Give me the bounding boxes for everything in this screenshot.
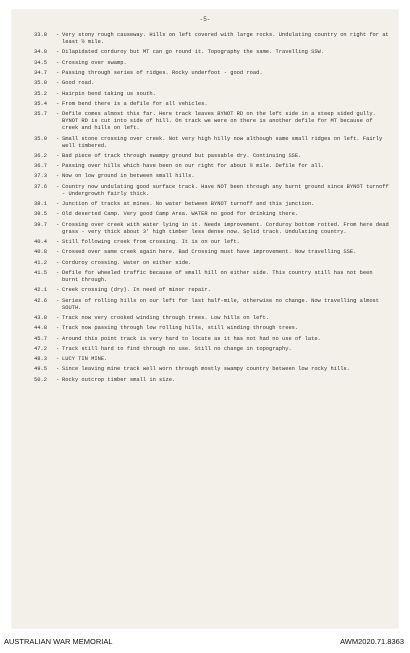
entry-dash: - bbox=[56, 201, 60, 208]
entry-text: Small stone crossing over creek. Not very high hilly now although same small ridges on left. Fairly well timbered. bbox=[62, 135, 383, 149]
log-entry bbox=[34, 153, 390, 160]
entry-distance: 48.3 bbox=[34, 356, 47, 363]
log-entry bbox=[34, 287, 390, 294]
log-entry bbox=[34, 239, 390, 246]
entry-distance: 50.2 bbox=[34, 376, 47, 383]
entry-dash: - bbox=[56, 32, 60, 38]
entry-dash: - bbox=[56, 211, 60, 218]
log-entry bbox=[34, 346, 390, 353]
log-entry bbox=[34, 315, 390, 322]
entry-dash: - bbox=[56, 356, 60, 363]
entry-text: Defile for wheeled traffic because of small hill on either side. This country still has not been burnt through. bbox=[62, 269, 373, 283]
log-entry bbox=[34, 173, 390, 180]
log-entry bbox=[34, 270, 390, 284]
log-entry bbox=[34, 32, 390, 46]
entry-text: From bend there is a defile for all vehicles. bbox=[62, 100, 208, 107]
log-entry bbox=[34, 325, 390, 332]
log-entry bbox=[34, 91, 390, 98]
entry-distance: 49.5 bbox=[34, 366, 47, 373]
entry-text: Crossing over creek with water lying in it. Needs improvement. Corduroy bottom rotted. From here dead grass - very thick about 3' high timber less dense now. Solid track. Undulating country. bbox=[62, 221, 389, 235]
footer-reference: AWM2020.71.8363 bbox=[340, 637, 404, 646]
entry-text: Defile comes almost this far. Here track leaves BYNOT RD on the left side in a steep sided gully. BYNOT RD is cut into side of hill. On track we were on there is another defile for MT because of creek and hills on left. bbox=[62, 111, 376, 132]
entry-distance: 35.4 bbox=[34, 100, 47, 107]
entry-text: Around this point track is very hard to locate as it has not had no use of late. bbox=[62, 335, 321, 342]
entry-dash: - bbox=[56, 221, 60, 228]
entry-dash: - bbox=[56, 376, 60, 383]
entry-text: Passing through series of ridges. Rocky underfoot - good road. bbox=[62, 69, 263, 76]
entry-dash: - bbox=[56, 297, 60, 304]
entry-distance: 47.2 bbox=[34, 345, 47, 352]
log-entry bbox=[34, 249, 390, 256]
entry-dash: - bbox=[56, 325, 60, 332]
entry-text: Track still hard to find through no use. Still no change in topography. bbox=[62, 345, 292, 352]
log-entry bbox=[34, 298, 390, 312]
log-entry bbox=[34, 377, 390, 384]
entry-distance: 39.5 bbox=[34, 211, 47, 218]
log-entry bbox=[34, 49, 390, 56]
entry-text: Crossed over same creek again here. Bad Crossing must have improvement. Now travelling SSE. bbox=[62, 249, 357, 256]
entry-text: Still following creek from crossing. It is on our left. bbox=[62, 239, 240, 246]
entry-dash: - bbox=[56, 90, 60, 97]
entry-text: Corduroy crossing. Water on either side. bbox=[62, 259, 192, 266]
entry-distance: 45.7 bbox=[34, 335, 47, 342]
entry-dash: - bbox=[56, 366, 60, 373]
entry-dash: - bbox=[56, 259, 60, 266]
entry-dash: - bbox=[56, 345, 60, 352]
entry-dash: - bbox=[56, 135, 60, 142]
entry-dash: - bbox=[56, 183, 60, 190]
entry-dash: - bbox=[56, 163, 60, 170]
entry-text: Creek crossing (dry). In need of minor repair. bbox=[62, 287, 211, 294]
entry-text: Now on low ground in between small hills. bbox=[62, 173, 195, 180]
entry-dash: - bbox=[56, 239, 60, 246]
entry-text: Good road. bbox=[62, 80, 95, 87]
entry-distance: 35.9 bbox=[34, 135, 47, 142]
page-number: -5- bbox=[199, 16, 211, 23]
entry-text: Old deserted Camp. Very good Camp Area. WATER no good for drinking there. bbox=[62, 211, 299, 218]
log-entry bbox=[34, 222, 390, 236]
entry-distance: 39.7 bbox=[34, 221, 47, 228]
entry-text: Bad piece of track through swampy ground but passable dry. Continuing SSE. bbox=[62, 152, 302, 159]
entry-text: Country now undulating good surface track. Have NOT been through any burnt ground since BYNOT turnoff - Undergrowth fairly thick. bbox=[62, 183, 389, 197]
entry-text: Dilapidated corduroy but MT can go round it. Topography the same. Travelling SSW. bbox=[62, 49, 325, 56]
entry-text: Crossing over swamp. bbox=[62, 59, 127, 66]
entry-distance: 40.4 bbox=[34, 239, 47, 246]
log-entry bbox=[34, 366, 390, 373]
entry-distance: 42.6 bbox=[34, 297, 47, 304]
entry-text: Series of rolling hills on our left for last half-mile, otherwise no change. Now travelling almost SOUTH. bbox=[62, 297, 380, 311]
log-entry bbox=[34, 356, 390, 363]
entry-dash: - bbox=[56, 287, 60, 294]
entry-distance: 40.8 bbox=[34, 249, 47, 256]
entry-distance: 34.5 bbox=[34, 59, 47, 66]
entry-distance: 37.6 bbox=[34, 183, 47, 190]
entry-dash: - bbox=[56, 49, 60, 56]
entry-distance: 36.2 bbox=[34, 152, 47, 159]
entry-dash: - bbox=[56, 249, 60, 256]
log-entry bbox=[34, 136, 390, 150]
entry-dash: - bbox=[56, 111, 60, 118]
entry-dash: - bbox=[56, 69, 60, 76]
entry-distance: 41.5 bbox=[34, 269, 47, 276]
log-entry bbox=[34, 101, 390, 108]
entry-text: LUCY TIN MINE. bbox=[62, 356, 108, 363]
log-entry bbox=[34, 184, 390, 198]
entry-text: Junction of tracks at mines. No water between BYNOT turnoff and this junction. bbox=[62, 201, 315, 208]
entry-distance: 44.8 bbox=[34, 325, 47, 332]
entry-distance: 37.3 bbox=[34, 173, 47, 180]
entry-text: Hairpin bend taking us south. bbox=[62, 90, 156, 97]
log-entry bbox=[34, 60, 390, 67]
log-entry bbox=[34, 163, 390, 170]
entry-text: Passing over hills which have been on our right for about ½ mile. Defile for all. bbox=[62, 163, 325, 170]
entry-dash: - bbox=[56, 314, 60, 321]
log-entry bbox=[34, 80, 390, 87]
log-entry bbox=[34, 201, 390, 208]
log-entry bbox=[34, 336, 390, 343]
entry-text: Very stony rough causeway. Hills on left covered with large rocks. Undulating country on right for at least ½ mile. bbox=[62, 32, 389, 46]
footer bbox=[0, 631, 410, 653]
entry-list bbox=[34, 32, 390, 384]
entry-text: Track now very crooked winding through trees. Low hills on left. bbox=[62, 314, 270, 321]
entry-text: Since leaving mine track well worn through mostly swampy country between low rocky hills. bbox=[62, 366, 350, 373]
entry-dash: - bbox=[56, 80, 60, 87]
log-entry bbox=[34, 260, 390, 267]
entry-dash: - bbox=[56, 152, 60, 159]
entry-distance: 38.1 bbox=[34, 201, 47, 208]
entry-distance: 36.7 bbox=[34, 163, 47, 170]
entry-text: Rocky outcrop timber small in size. bbox=[62, 376, 176, 383]
entry-text: Track now passing through low rolling hills, still winding through trees. bbox=[62, 325, 299, 332]
entry-distance: 35.0 bbox=[34, 80, 47, 87]
document-page bbox=[12, 10, 398, 628]
log-entry bbox=[34, 111, 390, 132]
log-entry bbox=[34, 70, 390, 77]
entry-distance: 35.7 bbox=[34, 111, 47, 118]
entry-distance: 34.7 bbox=[34, 69, 47, 76]
entry-distance: 43.8 bbox=[34, 314, 47, 321]
entry-distance: 41.2 bbox=[34, 259, 47, 266]
entry-dash: - bbox=[56, 59, 60, 66]
log-entry bbox=[34, 211, 390, 218]
footer-institution: AUSTRALIAN WAR MEMORIAL bbox=[4, 637, 113, 646]
entry-dash: - bbox=[56, 269, 60, 276]
entry-distance: 33.8 bbox=[34, 32, 47, 38]
entry-dash: - bbox=[56, 173, 60, 180]
entry-distance: 35.2 bbox=[34, 90, 47, 97]
entry-dash: - bbox=[56, 100, 60, 107]
entry-dash: - bbox=[56, 335, 60, 342]
entry-distance: 34.0 bbox=[34, 49, 47, 56]
entry-distance: 42.1 bbox=[34, 287, 47, 294]
